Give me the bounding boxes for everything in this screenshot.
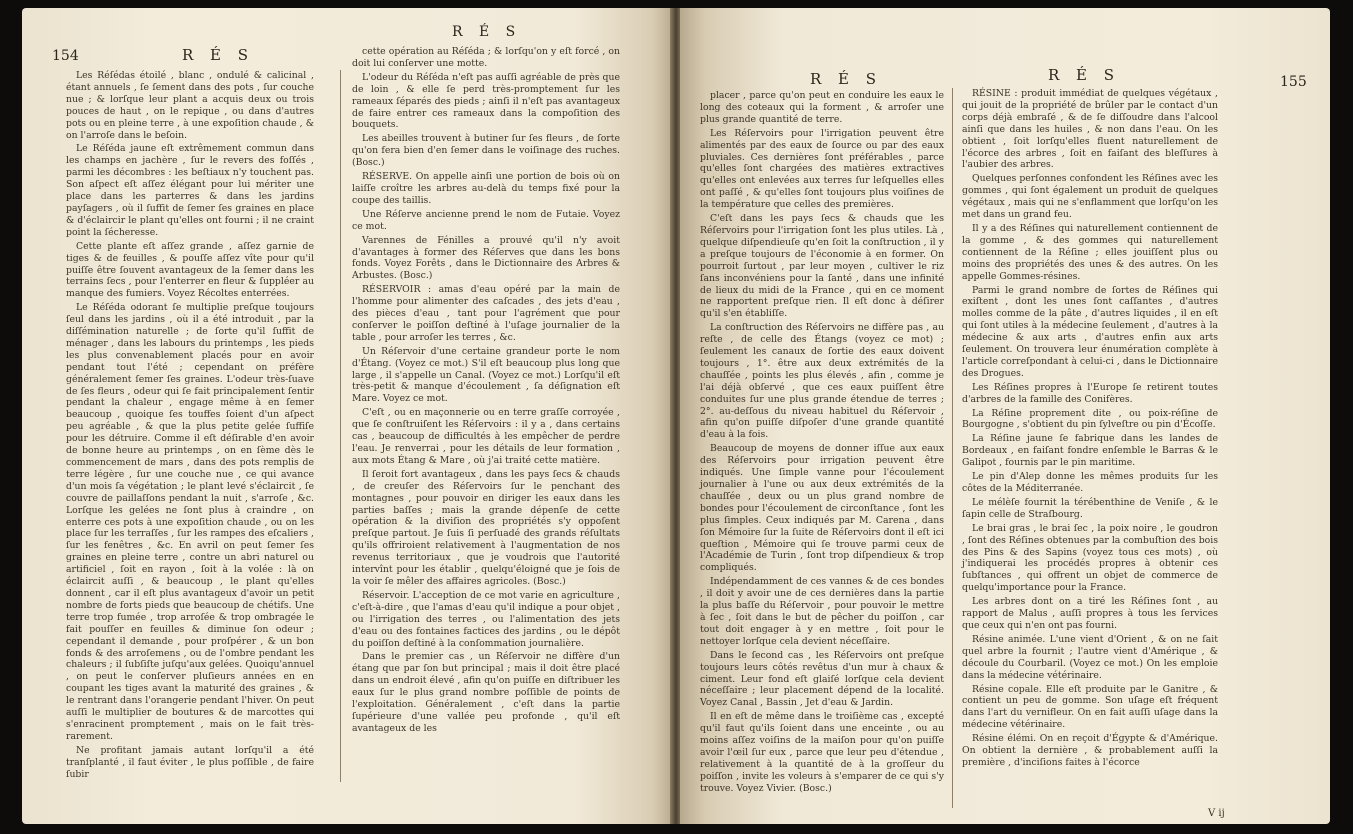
paragraph: RÉSERVOIR : amas d'eau opéré par la main de l'homme pour alimenter des caſcades , des jets d'eau , des pièces d'eau , tant pour l'agrément que pour conſerver le poiſſon deſtiné à l'uſage journalier de la table , pour arroſer les terres , &c. <box>352 284 620 343</box>
left-page <box>22 8 672 824</box>
paragraph: Réservoir. L'acception de ce mot varie en agriculture , c'eſt-à-dire , que l'amas d'eau qu'il indique a pour objet , ou l'irrigation des terres , ou l'alimentation des jets d'eau ou des fontaines factices des jardins , ou le dépôt du poiſſon deſtiné à la conſommation journalière. <box>352 589 620 649</box>
paragraph: Résine élémi. On en reçoit d'Égypte & d'Amérique. On obtient la dernière , & probablement auſſi la première , d'inciſions faites à l'écorce <box>962 733 1218 768</box>
left-page-second-running-head: R É S <box>452 24 522 40</box>
paragraph: Résine copale. Elle eſt produite par le Ganitre , & contient un peu de gomme. Son uſage eſt fréquent dans l'art du vernifleur. On en fait auſſi uſage dans la médecine vétérinaire. <box>962 683 1218 731</box>
right-running-head-right: R É S <box>1048 66 1121 84</box>
right-column-rule <box>952 88 953 808</box>
right-page-number: 155 <box>1280 74 1307 90</box>
paragraph: Résine animée. L'une vient d'Orient , & on ne ſait quel arbre la fournit ; l'autre vient d'Amérique , & découle du Courbaril. (Voyez ce mot.) On les emploie dans la médecine vétérinaire. <box>962 633 1218 681</box>
left-page-number: 154 <box>52 48 79 64</box>
paragraph: C'eſt dans les pays ſecs & chauds que les Réſervoirs pour l'irrigation ſont les plus utiles. Là , quelque diſpendieuſe qu'en ſoit la conſtruction , il y a preſque toujours de l'économie à en former. On pourroit ſurtout , par leur moyen , cultiver le riz ſans inconvéniens pour la ſanté , dans une infinité de lieux du midi de la France , qui en ce moment ne rapportent preſque rien. Il eſt donc à déſirer qu'il s'en établiſſe. <box>700 213 944 320</box>
right-running-head-left: R É S <box>810 70 883 88</box>
right-column-2 <box>962 88 1218 771</box>
paragraph: Les Réſines propres à l'Europe ſe retirent toutes d'arbres de la famille des Conifères. <box>962 381 1218 405</box>
paragraph: La Réſine jaune ſe fabrique dans les landes de Bordeaux , en faiſant fondre enſemble le Barras & le Galipot , fournis par le pin maritime. <box>962 433 1218 469</box>
paragraph: Les abeilles trouvent à butiner ſur ſes fleurs , de ſorte qu'on fera bien d'en ſemer dans le voiſinage des ruches. (Bosc.) <box>352 133 620 169</box>
paragraph: Un Réſervoir d'une certaine grandeur porte le nom d'Étang. (Voyez ce mot.) S'il eſt beaucoup plus long que large , il s'appelle un Canal. (Voyez ce mot.) Lorſqu'il eſt très-petit & manque d'écoulement , ſa déſignation eſt Mare. Voyez ce mot. <box>352 345 620 405</box>
paragraph: Le mélèſe fournit la térébenthine de Veniſe , & le ſapin celle de Straſbourg. <box>962 496 1218 520</box>
paragraph: Une Réſerve ancienne prend le nom de Futaie. Voyez ce mot. <box>352 208 620 232</box>
book-spread <box>22 8 1330 826</box>
left-running-head: R É S <box>182 46 255 64</box>
right-column-1 <box>700 90 944 797</box>
paragraph: Le Réſéda odorant ſe multiplie preſque toujours ſeul dans les jardins , où il a été introduit , par la diſſémination naturelle ; de ſorte qu'il ſuffit de ménager , dans les labours du printemps , les pieds les plus convenablement placés pour en avoir pendant tout l'été ; cependant on préfère généralement ſemer ſes graines. L'odeur très-ſuave de ſes fleurs , odeur qui ſe fait principalement ſentir pendant la chaleur , engage même à en ſemer beaucoup , quoique ſes touffes ſoient d'un aſpect peu agréable , & que la plus petite gelée ſuffiſe pour les détruire. Comme il eſt déſirable d'en avoir de bonne heure au printemps , on en ſème dès le commencement de mars , dans des pots remplis de terre légère , ſur une couche nue , ce qui avance d'un mois ſa végétation ; le plant levé s'éclaircit , ſe couvre de paillaſſons pendant la nuit , s'arroſe , &c. Lorſque les gelées ne ſont plus à craindre , on enterre ces pots à une expoſition chaude , ou on les place ſur les terraſſes , ſur les rampes des eſcaliers , ſur les fenêtres , &c. En avril on peut ſemer ſes graines en pleine terre , contre un abri naturel ou artificiel , ſoit en rayon , ſoit à la volée : là on éclaircit auſſi , & beaucoup , le plant qu'elles donnent , car il eſt plus avantageux d'avoir un petit nombre de forts pieds que beaucoup de chétifs. Une terre trop fumée , trop arroſée & trop ombragée le fait pouſſer en feuilles & diminue ſon odeur ; cependant il demande , pour proſpérer , & un bon fonds & des arroſemens , ou de l'ombre pendant les chaleurs ; il ſubſiſte juſqu'aux gelées. Quoiqu'annuel , on peut le conſerver pluſieurs années en en coupant les tiges avant la maturité des graines , & le rentrant dans l'orangerie pendant l'hiver. On peut auſſi le multiplier de boutures & de marcottes qui s'enracinent promptement , mais on le fait très-rarement. <box>66 302 314 742</box>
paragraph: Il en eſt de même dans le troiſième cas , excepté qu'il faut qu'ils ſoient dans une enceinte , ou au moins aſſez voiſins de la maiſon pour qu'on puiſſe avoir l'œil ſur eux , parce que leur peu d'étendue , relativement à la quantité de à la groſſeur du poiſſon , invite les voleurs à s'emparer de ce qui s'y trouve. Voyez Vivier. (Bosc.) <box>700 711 944 794</box>
paragraph: Les Réſervoirs pour l'irrigation peuvent être alimentés par des eaux de ſource ou par des eaux pluviales. Ces dernières ſont préférables , parce qu'elles ſont chargées des matières extractives qu'elles ont enlevées aux terres ſur leſquelles elles ont paſſé , & qu'elles ſont toujours plus voiſines de la température que celles des premières. <box>700 127 944 211</box>
paragraph: Beaucoup de moyens de donner iſſue aux eaux des Réſervoirs pour irrigation peuvent être indiqués. Une ſimple vanne pour l'écoulement journalier à l'une ou aux deux extrémités de la chauſſée , deux ou un plus grand nombre de bondes pour l'écoulement de circonſtance , ſont les plus ſimples. Ceux indiqués par M. Carena , dans ſon Mémoire ſur la ſuite de Réſervoirs dont il eſt ici queſtion , Mémoire qui ſe trouve parmi ceux de l'Académie de Turin , ſont trop diſpendieux & trop compliqués. <box>700 443 944 574</box>
paragraph: placer , parce qu'on peut en conduire les eaux le long des coteaux qui la forment , & arroſer une plus grande quantité de terre. <box>700 90 944 125</box>
paragraph: RÉSERVE. On appelle ainſi une portion de bois où on laiſſe croître les arbres au-delà du temps fixé pour la coupe des taillis. <box>352 171 620 206</box>
paragraph: Parmi le grand nombre de ſortes de Réſines qui exiſtent , dont les unes ſont caſſantes , d'autres molles comme de la pâte , d'autres liquides , il en eſt qui ſont utiles à la médecine ſeulement , d'autres à la médecine & aux arts , d'autres enfin aux arts ſeulement. On trouvera leur énumération complète à l'article correſpondant à celui-ci , dans le Dictionnaire des Drogues. <box>962 284 1218 379</box>
paragraph: Le brai gras , le brai ſec , la poix noire , le goudron , ſont des Réſines obtenues par la combuſtion des bois des Pins & des Sapins (voyez tous ces mots) , où j'indiquerai les procédés propres à obtenir ces ſubſtances , qui offrent un objet de commerce de quelqu'importance pour la France. <box>962 522 1219 594</box>
paragraph: Quelques perſonnes confondent les Réſines avec les gommes , qui ſont également un produit de quelques végétaux , mais qui ne s'enflamment que lorſqu'on les met dans un grand feu. <box>962 173 1218 221</box>
paragraph: Le pin d'Alep donne les mêmes produits ſur les côtes de la Méditerranée. <box>962 471 1218 494</box>
paragraph: Il ſeroit fort avantageux , dans les pays ſecs & chauds , de creuſer des Réſervoirs ſur le penchant des montagnes , pour pouvoir en diriger les eaux dans les parties baſſes ; mais la grande dépenſe de cette opération & la diviſion des propriétés s'y oppoſent preſque partout. Je ſuis ſi perſuadé des grands réſultats qu'ils offriroient relativement à l'augmentation de nos revenus territoriaux , que je voudrois que l'autorité intervînt pour les établir , quelqu'éloigné que je ſois de la voir ſe mêler des affaires agricoles. (Bosc.) <box>352 468 620 587</box>
paragraph: Varennes de Fénilles a prouvé qu'il n'y avoit d'avantages à former des Réſerves que dans les bons fonds. Voyez Forêts , dans le Dictionnaire des Arbres & Arbustes. (Bosc.) <box>352 234 620 282</box>
paragraph: Ne profitant jamais autant lorſqu'il a été tranſplanté , il faut éviter , le plus poſſible , de faire ſubir <box>66 744 314 780</box>
paragraph: Il y a des Réſines qui naturellement contiennent de la gomme , & des gommes qui naturellement contiennent de la Réſine ; elles jouiſſent plus ou moins des propriétés des unes & des autres. On les appelle Gommes-résines. <box>962 222 1218 282</box>
paragraph: La Réſine proprement dite , ou poix-réſine de Bourgogne , s'obtient du pin ſylveſtre ou pin d'Écoſſe. <box>962 407 1218 431</box>
left-column-1 <box>66 70 314 782</box>
paragraph: Le Réſéda jaune eſt extrêmement commun dans les champs en jachère , ſur le revers des foſſés , parmi les décombres : les beſtiaux n'y touchent pas. Son aſpect eſt aſſez élégant pour lui mériter une place dans les parterres & dans les jardins payſagers , où il ſuffit de ſemer ſes graines en place & d'éclaircir le plant qu'elles ont fourni ; il ne craint point la ſécheresse. <box>66 143 314 238</box>
paragraph: Cette plante eſt aſſez grande , aſſez garnie de tiges & de feuilles , & pouſſe aſſez vîte pour qu'il puiſſe être ſouvent avantageux de la ſemer dans les terrains ſecs , pour l'enterrer en fleur & ſuppléer au manque des fumiers. Voyez Récoltes enterrées. <box>66 240 314 300</box>
left-column-2 <box>352 46 620 737</box>
paragraph: Dans le ſecond cas , les Réſervoirs ont preſque toujours leurs côtés revêtus d'un mur à chaux & ciment. Leur fond eſt glaiſé lorſque cela devient néceſſaire ; leur placement dépend de la localité. Voyez Canal , Bassin , Jet d'eau & Jardin. <box>700 649 944 709</box>
paragraph: RÉSINE : produit immédiat de quelques végétaux , qui jouit de la propriété de brûler par le contact d'un corps déjà embraſé , & de ſe diſſoudre dans l'alcool ainſi que dans les huiles , & non dans l'eau. On les obtient , ſoit lorſqu'elles fluent naturellement de l'écorce des arbres , ſoit en faiſant des bleſſures à l'aubier des arbres. <box>962 88 1218 171</box>
paragraph: La conſtruction des Réſervoirs ne diffère pas , au reſte , de celle des Étangs (voyez ce mot) ; ſeulement les canaux de ſortie des eaux doivent toujours , 1°. être aux deux extrémités de la chauſſée , points les plus élevés , afin , comme je l'ai déjà obſervé , que ces eaux puiſſent être conduites ſur une plus grande étendue de terres ; 2°. au-deſſous du niveau habituel du Réſervoir , afin qu'on puiſſe diſpoſer d'une grande quantité d'eau à la fois. <box>700 322 944 441</box>
signature-mark: V ij <box>1208 808 1225 819</box>
left-column-rule <box>340 70 341 782</box>
paragraph: Indépendamment de ces vannes & de ces bondes , il doit y avoir une de ces dernières dans la partie la plus baſſe du Réſervoir , pour pouvoir le mettre à ſec , ſoit dans le but de pêcher du poiſſon , car tout doit engager à y en mettre , ſoit pour le nettoyer lorſque cela devient néceſſaire. <box>700 576 944 647</box>
right-page <box>680 8 1330 824</box>
paragraph: C'eſt , ou en maçonnerie ou en terre graſſe corroyée , que ſe conſtruiſent les Réſervoirs : il y a , dans certains cas , beaucoup de difficultés à les empêcher de perdre l'eau. Je renverrai , pour les détails de leur formation , aux mots Étang & Mare , où j'ai traité cette matière. <box>352 407 620 466</box>
paragraph: L'odeur du Réſéda n'eſt pas auſſi agréable de près que de loin , & elle ſe perd très-promptement ſur les rameaux ſéparés des pieds ; ainſi il n'eſt pas avantageux de faire entrer ces rameaux dans la compoſition des bouquets. <box>352 71 620 131</box>
paragraph: Dans le premier cas , un Réſervoir ne diffère d'un étang que par ſon but principal ; mais il doit être placé dans un endroit élevé , afin qu'on puiſſe en diſtribuer les eaux ſur le plus grand nombre poſſible de points de l'exploitation. Généralement , c'eſt dans la partie ſupérieure d'une vallée peu profonde , qu'il eſt avantageux de les <box>352 651 620 734</box>
paragraph: Les arbres dont on a tiré les Réſines ſont , au rapport de Malus , auſſi propres à tous les ſervices que ceux qui n'en ont pas fourni. <box>962 596 1218 631</box>
paragraph: cette opération au Réſéda ; & lorſqu'on y eſt forcé , on doit lui conſerver une motte. <box>352 46 620 69</box>
paragraph: Les Réſédas étoilé , blanc , ondulé & calicinal , étant annuels , ſe ſement dans des pots , ſur couche nue ; & lorſque leur plant a acquis deux ou trois pouces de haut , on le repique , ou dans d'autres pots ou en pleine terre , à une expoſition chaude , & on l'arroſe dans le beſoin. <box>66 70 314 141</box>
